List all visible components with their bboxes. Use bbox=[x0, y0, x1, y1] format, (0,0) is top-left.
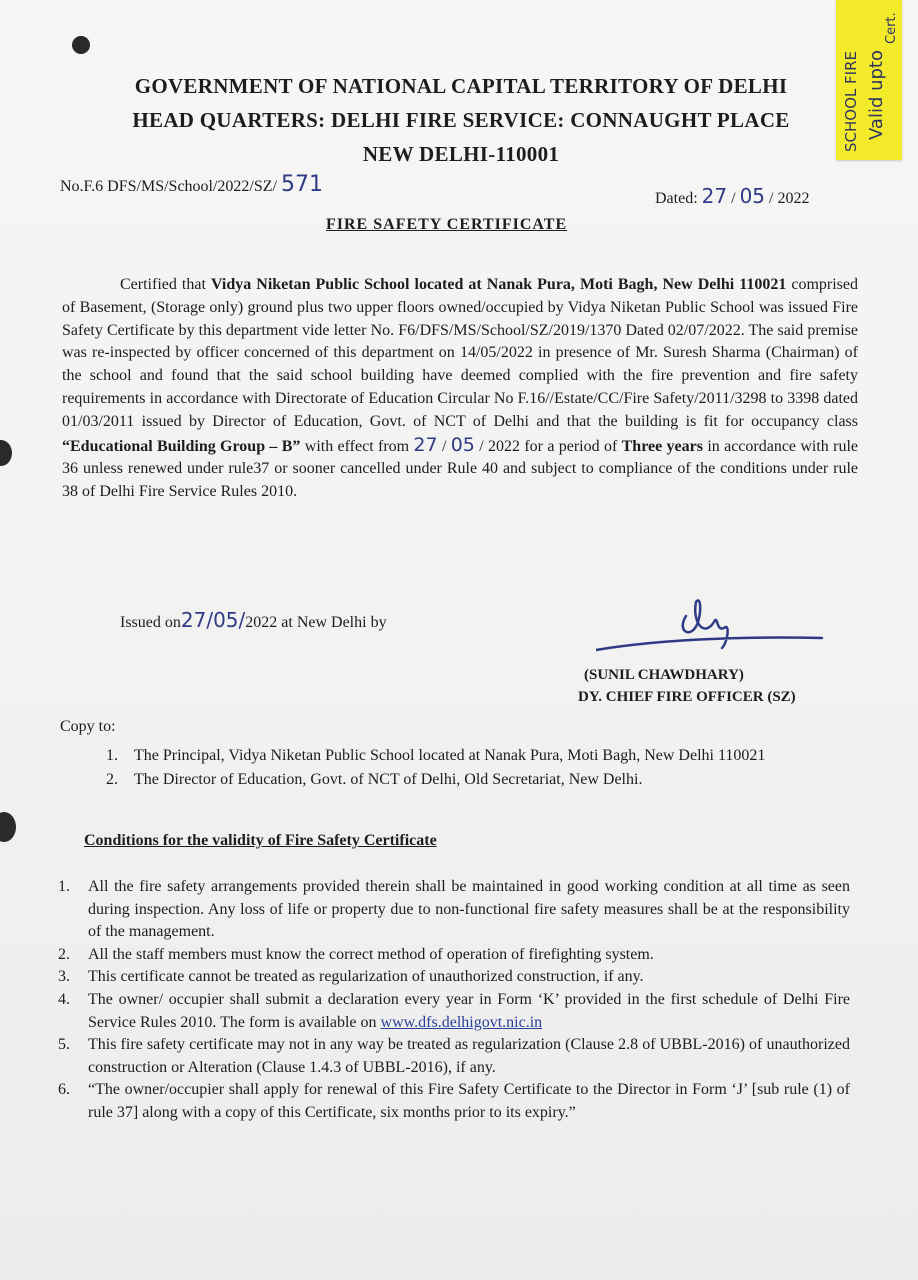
reference-number bbox=[60, 172, 323, 197]
header-line-1: GOVERNMENT OF NATIONAL CAPITAL TERRITORY OF DELHI bbox=[134, 74, 788, 98]
body-text-3: with effect from bbox=[300, 437, 414, 455]
punch-hole-top bbox=[72, 36, 90, 54]
list-item bbox=[58, 1034, 850, 1079]
issued-line bbox=[120, 608, 387, 632]
dated-year: / 2022 bbox=[769, 190, 810, 207]
list-item bbox=[58, 944, 850, 967]
condition-text: All the fire safety arrangements provided therein shall be maintained in good working condition at all time as seen during inspection. Any loss of life or property due to non-functional fire safety measures shall be at the responsibility of the management. bbox=[88, 878, 850, 941]
body-text-5: in accordance with rule 36 unless renewed under rule37 or sooner cancelled under Rule 40 and subject to compliance of the conditions under rule 38 of Delhi Fire Service Rules 2010. bbox=[62, 437, 859, 501]
header-line-3: NEW DELHI-110001 bbox=[362, 142, 560, 166]
body-text-2: comprised of Basement, (Storage only) ground plus two upper floors owned/occupied by Vidya Niketan Public School was issued Fire Safety Certificate by this department vide letter No. F6/DFS/MS/School/SZ/2019/1370 Dated 02/07/2022. The said premise was re-inspected by officer concerned of this department on 14/05/2022 in presence of Mr. Suresh Sharma (Chairman) of the school and found that the said school building have deemed complied with the fire prevention and fire safety requirements in accordance with Directorate of Education Circular No F.16//Estate/CC/Fire Safety/2011/3298 to 3398 dated 01/03/2011 issued by Director of Education, Govt. of NCT of Delhi and that the building is fit for occupancy class bbox=[62, 276, 859, 430]
condition-number: 6. bbox=[58, 1081, 70, 1099]
dfs-website-link[interactable]: www.dfs.delhigovt.nic.in bbox=[380, 1013, 543, 1031]
list-item bbox=[58, 1079, 850, 1124]
condition-number: 4. bbox=[58, 990, 70, 1008]
condition-text: All the staff members must know the correct method of operation of firefighting system. bbox=[88, 945, 654, 963]
signatory-name: (SUNIL CHAWDHARY) bbox=[584, 667, 744, 683]
date-separator: / bbox=[437, 437, 451, 455]
condition-text: This certificate cannot be treated as regularization of unauthorized construction, if any. bbox=[88, 968, 644, 986]
officer-signature bbox=[596, 592, 826, 658]
validity-period: Three years bbox=[621, 437, 703, 455]
condition-number: 5. bbox=[58, 1036, 70, 1054]
copy-item-text: The Principal, Vidya Niketan Public School located at Nanak Pura, Moti Bagh, New Delhi 110021 bbox=[134, 747, 766, 764]
dated-day: 27 bbox=[701, 184, 728, 208]
dated-line: Dated: 27 / 05 / 2022 bbox=[655, 184, 810, 208]
punch-hole-left-2 bbox=[0, 812, 16, 842]
condition-text: “The owner/occupier shall apply for renewal of this Fire Safety Certificate to the Director in Form ‘J’ [sub rule (1) of rule 37] along with a copy of this Certificate, six months prior to its expiry.” bbox=[88, 1081, 850, 1121]
occupancy-class: “Educational Building Group – B” bbox=[62, 437, 301, 455]
condition-number: 1. bbox=[58, 878, 70, 895]
sticky-note-line-3: Cert. bbox=[884, 12, 899, 44]
sticky-note-line-2: Valid upto bbox=[866, 50, 887, 140]
issued-prefix: Issued on bbox=[120, 614, 181, 631]
dated-month: 05 bbox=[739, 184, 766, 208]
punch-hole-left-1 bbox=[0, 440, 12, 466]
signatory-block bbox=[578, 664, 796, 708]
dated-label: Dated: bbox=[655, 190, 698, 207]
certificate-body bbox=[62, 274, 858, 504]
list-item bbox=[106, 770, 846, 790]
list-item bbox=[58, 876, 850, 944]
conditions-title: Conditions for the validity of Fire Safety Certificate bbox=[84, 832, 437, 849]
condition-number: 2. bbox=[58, 945, 70, 963]
header-line-2: HEAD QUARTERS: DELHI FIRE SERVICE: CONNAUGHT PLACE bbox=[132, 108, 790, 132]
condition-number: 3. bbox=[58, 968, 70, 986]
list-item bbox=[58, 966, 850, 989]
copy-to-label: Copy to: bbox=[60, 718, 116, 735]
effective-day: 27 bbox=[413, 433, 438, 456]
list-item bbox=[106, 746, 846, 766]
copy-item-number: 2. bbox=[106, 771, 118, 788]
copy-item-text: The Director of Education, Govt. of NCT of Delhi, Old Secretariat, New Delhi. bbox=[134, 771, 643, 788]
sticky-note bbox=[836, 0, 902, 160]
condition-text: The owner/ occupier shall submit a declaration every year in Form ‘K’ provided in the first schedule of Delhi Fire Service Rules 2010. The form is available on bbox=[88, 990, 850, 1031]
effective-month: 05 bbox=[450, 433, 475, 456]
issued-suffix: 2022 at New Delhi by bbox=[245, 614, 387, 631]
conditions-list bbox=[58, 876, 850, 1125]
school-name-address: Vidya Niketan Public School located at Nanak Pura, Moti Bagh, New Delhi 110021 bbox=[210, 276, 787, 293]
issued-date: 27/05/ bbox=[180, 608, 246, 632]
signatory-designation: DY. CHIEF FIRE OFFICER (SZ) bbox=[578, 689, 796, 705]
reference-prefix: No.F.6 DFS/MS/School/2022/SZ/ bbox=[60, 178, 277, 195]
body-text-1: Certified that bbox=[120, 276, 211, 293]
handwritten-reference-no: 571 bbox=[281, 172, 323, 197]
list-item bbox=[58, 989, 850, 1034]
sticky-note-line-1: SCHOOL FIRE bbox=[842, 51, 860, 152]
body-text-4: / 2022 for a period of bbox=[474, 437, 622, 455]
condition-text: This fire safety certificate may not in any way be treated as regularization (Clause 2.8 of UBBL-2016) of unauthorized construction or Alteration (Clause 1.4.3 of UBBL-2016), if any. bbox=[88, 1036, 850, 1076]
certificate-title: FIRE SAFETY CERTIFICATE bbox=[326, 216, 568, 233]
copy-to-list bbox=[106, 746, 846, 794]
copy-item-number: 1. bbox=[106, 747, 118, 764]
